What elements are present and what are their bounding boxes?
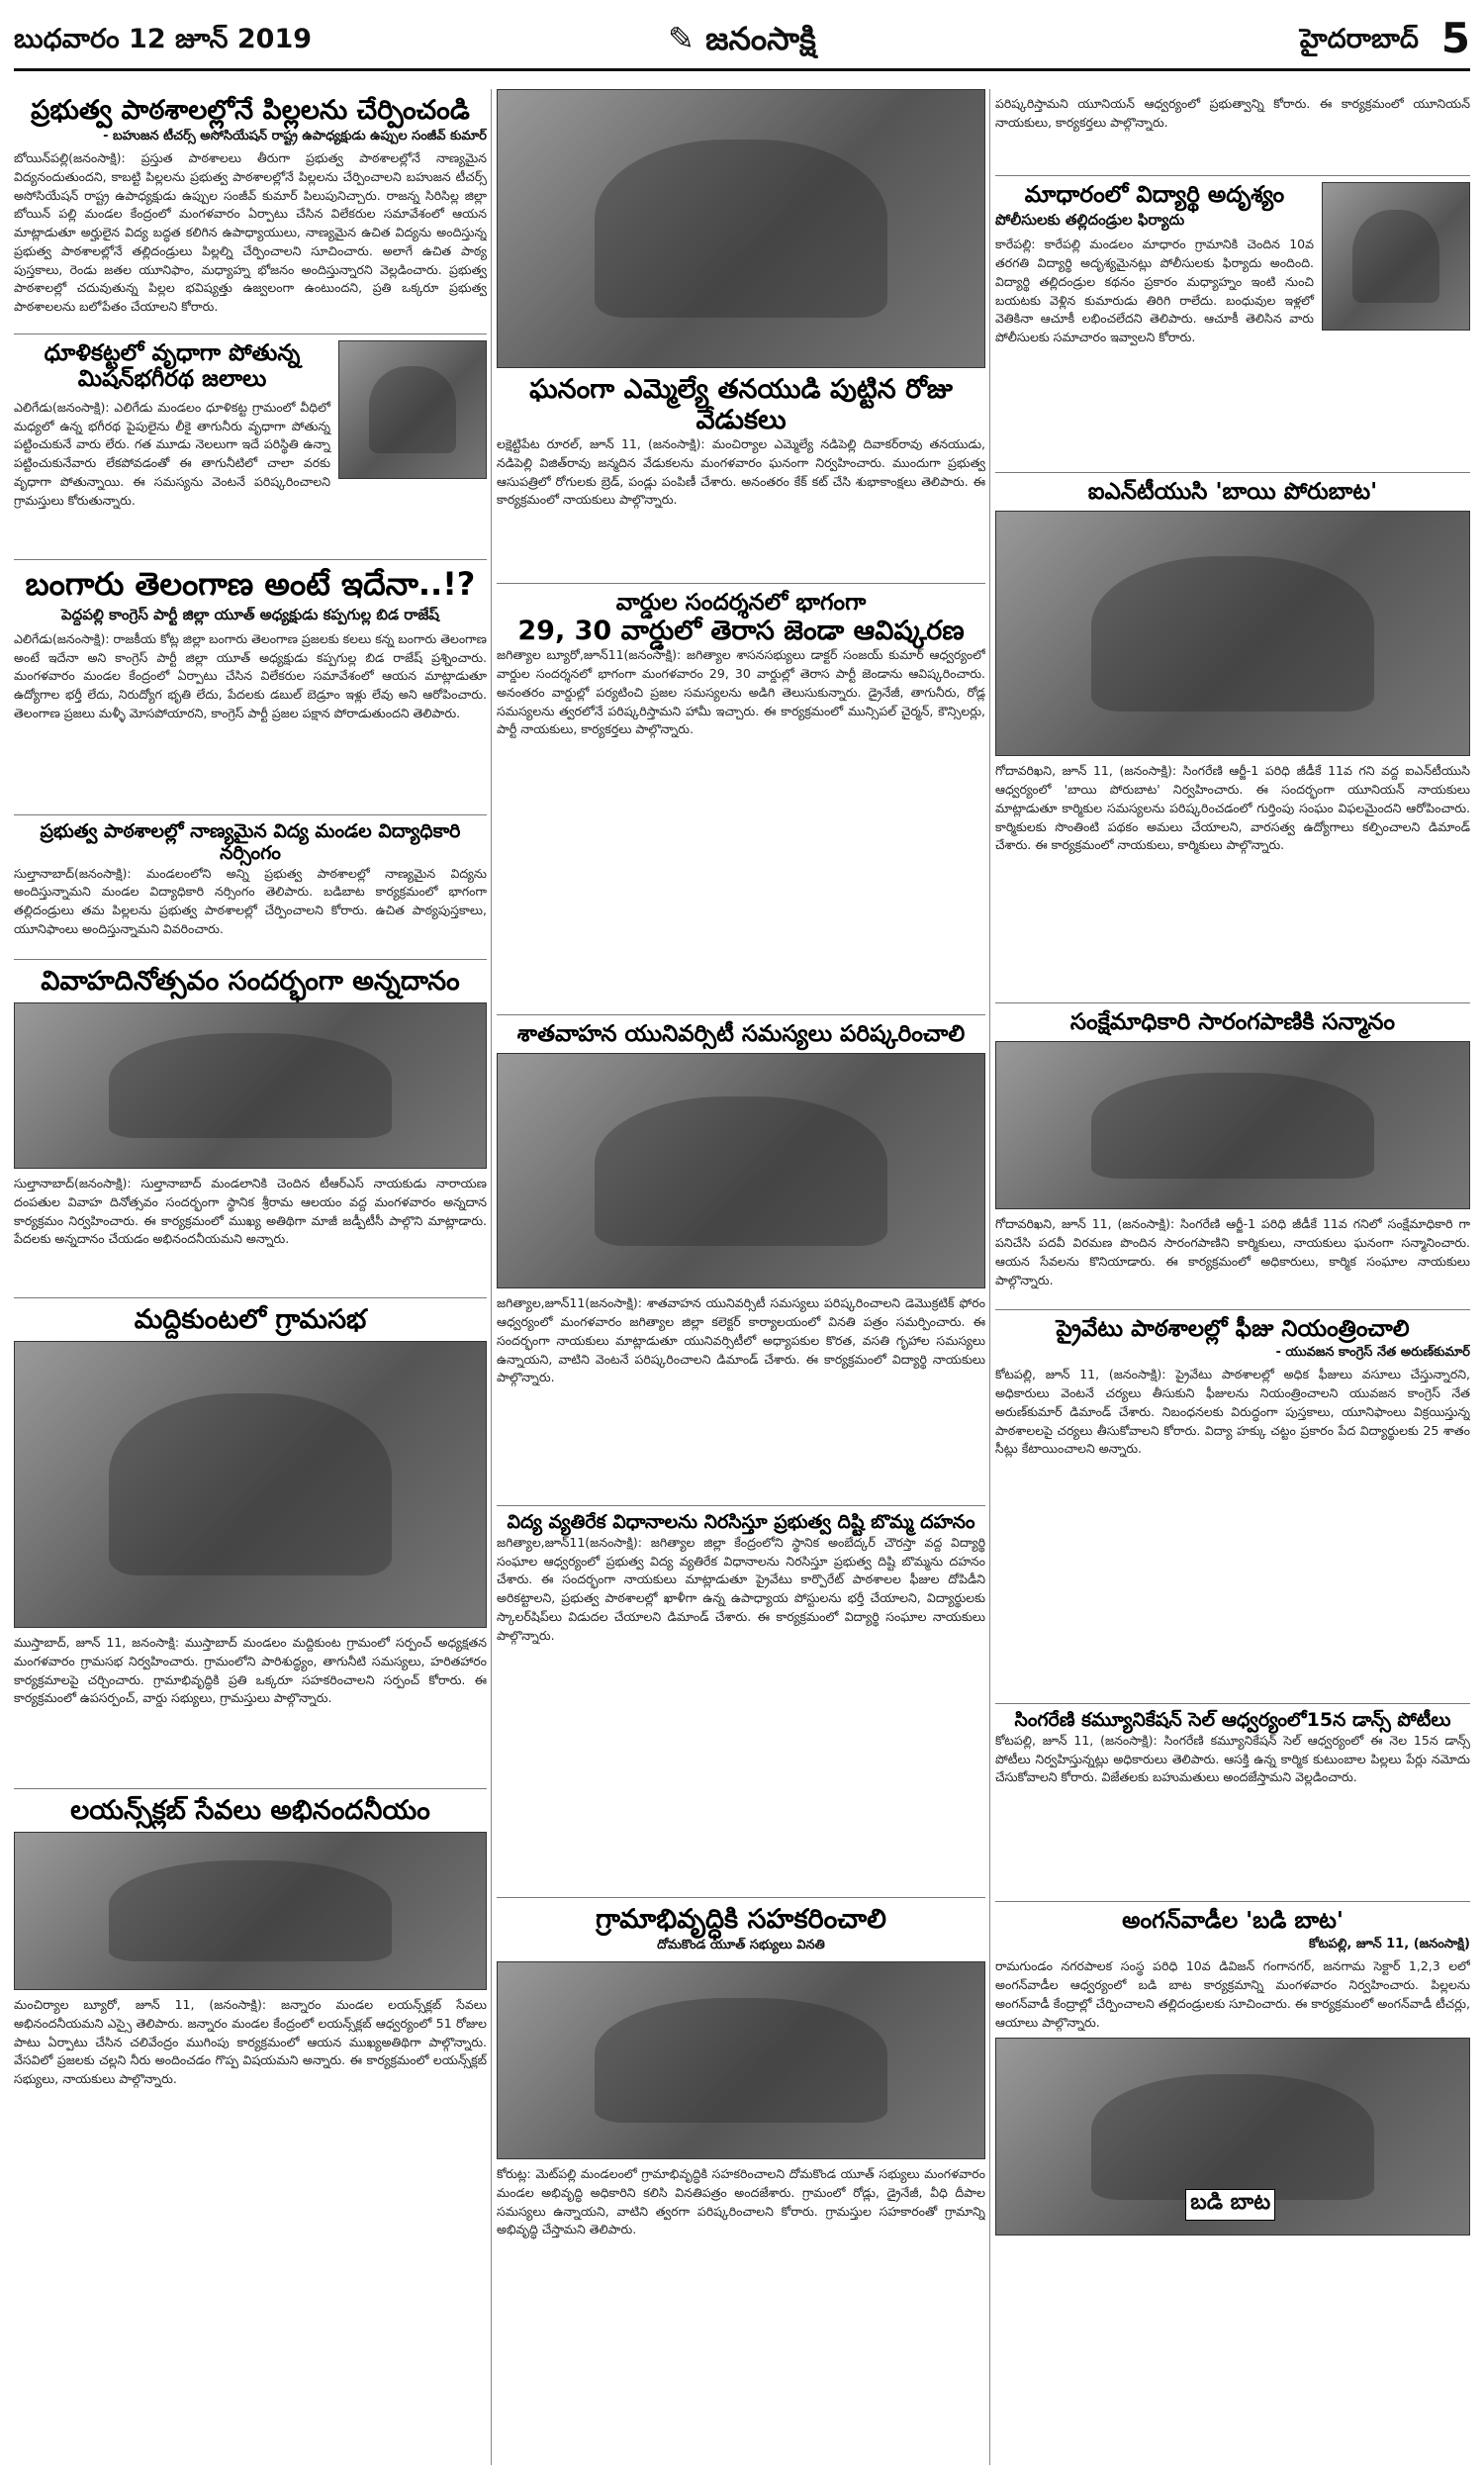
- article-byline: కోటపల్లి, జూన్ 11, (జనంసాక్షి): [1308, 1937, 1470, 1952]
- article-headline: ప్రైవేటు పాఠశాలల్లో ఫీజు నియంత్రించాలి: [1056, 1316, 1410, 1342]
- article-byline: దోమకొండ యూత్ సభ్యులు వినతి: [657, 1938, 825, 1953]
- article: [497, 368, 985, 584]
- photo-intuc-rally: [995, 511, 1470, 756]
- article: [995, 176, 1470, 473]
- article-body: కోరుట్ల: మెట్‌పల్లి మండలంలో గ్రామాభివృద్ధికి సహకరించాలని దోమకొండ యూత్ సభ్యులు మంగళవారం మండల అభివృద్ధి అధికారిని కలిసి వినతిపత్రం అందజేశారు. గ్రామంలో రోడ్లు, డ్రైనేజీ, వీధి దీపాల సమస్యలు ఉన్నాయని, వాటిని త్వరగా పరిష్కరించాలని కోరారు. గ్రామస్తుల సహకారంతో గ్రామాన్ని అభివృద్ధి చేస్తామని తెలిపారు.: [497, 2166, 985, 2237]
- article-body: లక్షెట్టిపేట రూరల్, జూన్ 11, (జనంసాక్షి): మంచిర్యాల ఎమ్మెల్యే నడిపెల్లి దివాకర్‌రావు తనయుడు, నడిపెల్లి విజిత్‌రావు జన్మదిన వేడుకలను మంగళవారం ఘనంగా నిర్వహించారు. ముందుగా ప్రభుత్వ ఆసుపత్రిలో రోగులకు బ్రెడ్, పండ్లు పంపిణీ చేశారు. అనంతరం కేక్ కట్ చేసి శుభాకాంక్షలు తెలిపారు. ఈ కార్యక్రమంలో నాయకులు పాల్గొన్నారు.: [497, 436, 985, 508]
- article: [14, 89, 487, 334]
- article-headline: బంగారు తెలంగాణ అంటే ఇదేనా..!?: [25, 565, 476, 603]
- article: [497, 1506, 985, 1898]
- article-headline: విద్య వ్యతిరేక విధానాలను నిరసిస్తూ ప్రభుత్వ దిష్టి బొమ్మ దహనం: [507, 1511, 975, 1533]
- banner-text: బడి బాట: [1185, 2189, 1275, 2221]
- article-body: కారేపల్లి: కారేపల్లి మండలం మాధారం గ్రామానికి చెందిన 10వ తరగతి విద్యార్థి అదృశ్యమైనట్లు పోలీసులకు ఫిర్యాదు అందింది. విద్యార్థి తల్లిదండ్రుల కథనం ప్రకారం మధ్యాహ్నం ఇంటి నుంచి బయటకు వెళ్లిన కుమారుడు తిరిగి రాలేదు. బంధువుల ఇళ్లలో వెతికినా ఆచూకీ లభించలేదని తెలిపారు. ఆచూకీ తెలిసిన వారు పోలీసులకు సమాచారం ఇవ్వాలని కోరారు.: [995, 237, 1314, 345]
- column-3: [995, 89, 1470, 2465]
- article-body: గోదావరిఖని, జూన్ 11, (జనంసాక్షి): సింగరేణి ఆర్జీ-1 పరిధి జీడీకే 11వ గని వద్ద ఐఎన్‌టీయుసి ఆధ్వర్యంలో 'బాయి పోరుబాట' నిర్వహించారు. ఈ సందర్భంగా యూనియన్ నాయకులు మాట్లాడుతూ కార్మికుల సమస్యలను పరిష్కరించడంలో గుర్తింపు సంఘం విఫలమైందని ఆరోపించారు. కార్మికులకు సొంతింటి పథకం అమలు చేయాలని, వారసత్వ ఉద్యోగాలు కల్పించాలని డిమాండ్ చేశారు. ఈ కార్యక్రమంలో నాయకులు, కార్మికులు పాల్గొన్నారు.: [995, 763, 1470, 853]
- column-2: [497, 89, 985, 2465]
- article: [14, 1298, 487, 1789]
- article: [995, 1310, 1470, 1704]
- article-headline: ఘనంగా ఎమ్మెల్యే తనయుడి పుట్టిన రోజు వేడుకలు: [529, 374, 953, 436]
- article-headline: వివాహదినోత్సవం సందర్భంగా అన్నదానం: [41, 966, 460, 997]
- article-headline: సంక్షేమాధికారి సారంగపాణికి సన్మానం: [1069, 1009, 1396, 1035]
- photo-annadanam: [14, 1002, 487, 1169]
- masthead-logo-icon: ✎: [668, 20, 706, 57]
- article-body: ఎలిగేడు(జనంసాక్షి): ఎలిగేడు మండలం ధూళికట్ట గ్రామంలో వీధిలో మధ్యలో ఉన్న భగీరథ పైపులైను లీకై తాగునీరు వృధాగా పోతున్న పట్టించుకునే వారు లేరు. గత మూడు నెలలుగా ఇదే పరిస్థితి ఉన్నా పట్టించుకునేవారు లేకపోవడంతో ఈ తాగునీటిలో చాలా వరకు వృధాగా పోతున్నాయి. ఈ సమస్యను వెంటనే పరిష్కరించాలని గ్రామస్తులు కోరుతున్నారు.: [14, 399, 330, 508]
- article: [14, 815, 487, 960]
- article-body: మంచిర్యాల బ్యూరో, జూన్ 11, (జనంసాక్షి): జన్నారం మండల లయన్స్‌క్లబ్ సేవలు అభినందనీయమని ఎస్సై తెలిపారు. జన్నారం మండల కేంద్రంలో లయన్స్‌క్లబ్ ఆధ్వర్యంలో 51 రోజుల పాటు ఏర్పాటు చేసిన చలివేంద్రం ముగింపు కార్యక్రమంలో ఆయన ముఖ్యఅతిథిగా పాల్గొన్నారు. వేసవిలో ప్రజలకు చల్లని నీరు అందించడం గొప్ప విషయమని అన్నారు. ఈ కార్యక్రమంలో లయన్స్‌క్లబ్ సభ్యులు, నాయకులు పాల్గొన్నారు.: [14, 1997, 487, 2087]
- article-body: సుల్తానాబాద్(జనంసాక్షి): సుల్తానాబాద్ మండలానికి చెందిన టీఆర్ఎస్ నాయకుడు నారాయణ దంపతుల వివాహ దినోత్సవం సందర్భంగా స్థానిక శ్రీరామ ఆలయం వద్ద మంగళవారం అన్నదాన కార్యక్రమం నిర్వహించారు. ఈ కార్యక్రమంలో ముఖ్య అతిథిగా మాజీ జడ్పీటీసీ పాల్గొని మాట్లాడారు. పేదలకు అన్నదానం చేయడం అభినందనీయమని అన్నారు.: [14, 1176, 487, 1247]
- masthead: [14, 20, 1470, 65]
- article: [995, 1704, 1470, 1902]
- article-headline: ధూళికట్టలో వృధాగా పోతున్న మిషన్‌భగీరథ జలాలు: [44, 340, 301, 393]
- article-headline: ప్రభుత్వ పాఠశాలల్లో నాణ్యమైన విద్య మండల విద్యాధికారి నర్సింగం: [40, 820, 461, 864]
- article: [995, 473, 1470, 1003]
- article: [14, 960, 487, 1298]
- photo-lions-club: [14, 1832, 487, 1990]
- article: [995, 1902, 1470, 2243]
- article: [497, 1015, 985, 1506]
- article-headline: మాధారంలో విద్యార్థి అదృశ్యం: [1024, 182, 1285, 208]
- article-body: కోటపల్లి, జూన్ 11, (జనంసాక్షి): ప్రైవేటు పాఠశాలల్లో అధిక ఫీజులు వసూలు చేస్తున్నారని, అధికారులు వెంటనే చర్యలు తీసుకుని ఫీజులను నియంత్రించాలని యువజన కాంగ్రెస్ నేత అరుణ్‌కుమార్ డిమాండ్ చేశారు. నిబంధనలకు విరుద్ధంగా పుస్తకాలు, యూనిఫాంలు విక్రయిస్తున్న పాఠశాలలపై చర్యలు తీసుకోవాలని కోరారు. విద్యా హక్కు చట్టం ప్రకారం పేద విద్యార్థులకు 25 శాతం సీట్లు కేటాయించాలని అన్నారు.: [995, 1367, 1470, 1457]
- article-byline: - యువజన కాంగ్రెస్ నేత అరుణ్‌కుమార్: [1275, 1345, 1470, 1361]
- article-continued: [995, 89, 1470, 176]
- article: [995, 1003, 1470, 1310]
- article: [497, 584, 985, 1015]
- masthead-title: జనంసాక్షి: [705, 20, 816, 57]
- article-headline: లయన్స్‌క్లబ్ సేవలు అభినందనీయం: [70, 1795, 430, 1826]
- edition-city: హైదరాబాద్: [1299, 24, 1419, 54]
- article: [14, 560, 487, 815]
- article-subhead: పోలీసులకు తల్లిదండ్రుల ఫిర్యాదు: [995, 211, 1185, 230]
- article: [497, 1898, 985, 2247]
- article-body: సుల్తానాబాద్(జనంసాక్షి): మండలంలోని అన్ని ప్రభుత్వ పాఠశాలల్లో నాణ్యమైన విద్యను అందిస్తున్నామని మండల విద్యాధికారి నర్సింగం తెలిపారు. బడిబాట కార్యక్రమంలో భాగంగా తల్లిదండ్రులు తమ పిల్లలను ప్రభుత్వ పాఠశాలల్లో చేర్పించాలని కోరారు. ఉచిత పాఠ్యపుస్తకాలు, యూనిఫాంలు అందిస్తున్నామని వివరించారు.: [14, 865, 487, 936]
- article: [14, 334, 487, 560]
- article-body: ఎలిగేడు(జనంసాక్షి): రాజకీయ కోట్ల జిల్లా బంగారు తెలంగాణ ప్రజలకు కలలు కన్న బంగారు తెలంగాణ అంటే ఇదేనా అని కాంగ్రెస్ పార్టీ జిల్లా యూత్ అధ్యక్షుడు కప్పగుల్ల బిడ రాజేష్ ప్రశ్నించారు. మంగళవారం మండల కేంద్రంలో ఏర్పాటు చేసిన విలేకరుల సమావేశంలో ఆయన మాట్లాడుతూ ఉద్యోగాల భర్తీ లేదు, నిరుద్యోగ భృతి లేదు, పేదలకు డబుల్ బెడ్రూం ఇళ్లు లేవు అని ఆరోపించారు. తెలంగాణ ప్రజలు మళ్ళీ మోసపోయారని, కాంగ్రెస్ పార్టీ ప్రజల పక్షాన పోరాడుతుందని తెలిపారు.: [14, 630, 487, 720]
- photo-pipeline-leak: [338, 340, 487, 479]
- article: [14, 1789, 487, 2097]
- issue-date: బుధవారం 12 జూన్ 2019: [14, 24, 313, 54]
- column-rule: [989, 89, 990, 2465]
- article-headline: గ్రామాభివృద్ధికి సహకరించాలి: [596, 1904, 886, 1935]
- article-body: కోటపల్లి, జూన్ 11, (జనంసాక్షి): సింగరేణి కమ్యూనికేషన్ సెల్ ఆధ్వర్యంలో ఈ నెల 15న డాన్స్ పోటీలు నిర్వహిస్తున్నట్లు అధికారులు తెలిపారు. ఆసక్తి ఉన్న కార్మిక కుటుంబాల పిల్లలు పేర్లు నమోదు చేసుకోవాలని కోరారు. విజేతలకు బహుమతులు అందజేస్తామని వెల్లడించారు.: [995, 1732, 1470, 1785]
- article-headline: వార్డుల సందర్శనలో భాగంగా: [615, 590, 867, 616]
- photo-missing-student: [1322, 182, 1470, 331]
- article-body: గోదావరిఖని, జూన్ 11, (జనంసాక్షి): సింగరేణి ఆర్జీ-1 పరిధి జీడీకే 11వ గనిలో సంక్షేమాధికారి గా పనిచేసి పదవీ విరమణ పొందిన సారంగపాణిని కార్మికులు, నాయకులు ఘనంగా సన్మానించారు. ఆయన సేవలను కొనియాడారు. ఈ కార్యక్రమంలో అధికారులు, కార్మిక సంఘాల నాయకులు పాల్గొన్నారు.: [995, 1216, 1470, 1287]
- article-byline: - బహుజన టీచర్స్ అసోసియేషన్ రాష్ట్ర ఉపాధ్యక్షుడు ఉప్పుల సంజీవ్ కుమార్: [103, 129, 487, 144]
- column-rule: [491, 89, 492, 2465]
- article-headline: మద్దికుంటలో గ్రామసభ: [134, 1304, 367, 1335]
- photo-birthday-hospital: [497, 89, 985, 368]
- article-body: బోయిన్‌పల్లి(జనంసాక్షి): ప్రస్తుత పాఠశాలలు తీరుగా ప్రభుత్వ పాఠశాలల్లోనే నాణ్యమైన విద్యనందుతుందని, కాబట్టి పిల్లలను ప్రభుత్వ పాఠశాలల్లోనే పిల్లలను చేర్పించాలని బహుజన టీచర్స్ అసోసియేషన్ రాష్ట్ర ఉపాధ్యక్షుడు ఉప్పుల సంజీవ్ కుమార్ పిలుపునిచ్చారు. రాజన్న సిరిసిల్ల జిల్లా బోయిన్ పల్లి మండల కేంద్రంలో మంగళవారం ఏర్పాటు చేసిన విలేకరుల సమావేశంలో ఆయన మాట్లాడుతూ అర్హులైన విద్య బద్ధత కలిగిన ఉపాధ్యాయులు, నాణ్యమైన ఉచిత విద్యను అందిస్తున్న ప్రభుత్వ పాఠశాలల్లోనే తల్లిదండ్రులు పిల్లల్ని చేర్పించాలని సూచించారు. అలాగే ఉచిత పాఠ్య పుస్తకాలు, రెండు జతల యూనిఫాం, మధ్యాహ్న భోజనం అందిస్తున్నారని వెల్లడించారు. ప్రభుత్వ పాఠశాలల్లో చదువుతున్న పిల్లల భవిష్యత్తు ఉజ్వలంగా ఉంటుందని, ప్రతి ఒక్కరూ ప్రభుత్వ పాఠశాలలను బలోపేతం చేయాలని కోరారు.: [14, 150, 487, 315]
- article-headline: సింగరేణి కమ్యూనికేషన్ సెల్ ఆధ్వర్యంలో15న డాన్స్ పోటీలు: [1014, 1709, 1451, 1731]
- column-1: [14, 89, 487, 2465]
- article-headline-2: 29, 30 వార్డులో తెరాస జెండా ఆవిష్కరణ: [517, 616, 965, 647]
- article-headline: అంగన్‌వాడీల 'బడి బాట': [1122, 1908, 1344, 1934]
- photo-gramasabha: [14, 1341, 487, 1628]
- photo-badi-bata: [995, 2038, 1470, 2236]
- article-body: రామగుండం నగరపాలక సంస్థ పరిధి 10వ డివిజన్ గంగానగర్, జనగామ సెక్టార్ 1,2,3 లలో అంగన్‌వాడీల ఆధ్వర్యంలో బడి బాట కార్యక్రమాన్ని మంగళవారం నిర్వహించారు. పిల్లలను అంగన్‌వాడీ కేంద్రాల్లో చేర్పించాలని తల్లిదండ్రులకు సూచించారు. ఈ కార్యక్రమంలో అంగన్‌వాడీ టీచర్లు, ఆయాలు పాల్గొన్నారు.: [995, 1958, 1470, 2030]
- article-body: జగిత్యాల,జూన్11(జనంసాక్షి): శాతవాహన యునివర్సిటీ సమస్యలు పరిష్కరించాలని డెమొక్రటిక్ ఫోరం ఆధ్వర్యంలో మంగళవారం జగిత్యాల జిల్లా కలెక్టర్ కార్యాలయంలో వినతి పత్రం సమర్పించారు. ఈ సందర్భంగా నాయకులు మాట్లాడుతూ యునివర్సిటీలో అధ్యాపకుల కొరత, వసతి గృహాల సమస్యలు ఉన్నాయని, వాటిని వెంటనే పరిష్కరించాలని డిమాండ్ చేశారు. ఈ కార్యక్రమంలో విద్యార్థి నాయకులు పాల్గొన్నారు.: [497, 1295, 985, 1385]
- page-header: [14, 14, 1470, 71]
- article-headline: ప్రభుత్వ పాఠశాలల్లోనే పిల్లలను చేర్పించండి: [31, 95, 470, 126]
- article-body: పరిష్కరిస్తామని యూనియన్ ఆధ్వర్యంలో ప్రభుత్వాన్ని కోరారు. ఈ కార్యక్రమంలో యూనియన్ నాయకులు, కార్యకర్తలు పాల్గొన్నారు.: [995, 96, 1470, 130]
- article-headline: శాతవాహన యునివర్సిటీ సమస్యలు పరిష్కరించాలి: [516, 1021, 966, 1047]
- article-subhead: పెద్దపల్లి కాంగ్రెస్ పార్టీ జిల్లా యూత్ అధ్యక్షుడు కప్పగుల్ల బిడ రాజేష్: [61, 605, 439, 623]
- page-number: 5: [1440, 14, 1470, 62]
- photo-village-petition: [497, 1961, 985, 2159]
- article-body: జగిత్యాల బ్యూరో,జూన్11(జనంసాక్షి): జగిత్యాల శాసనసభ్యులు డాక్టర్ సంజయ్ కుమార్ ఆధ్వర్యంలో వార్డుల సందర్శనలో భాగంగా మంగళవారం 29, 30 వార్డుల్లో తెరాస పార్టీ జెండాను ఆవిష్కరించారు. అనంతరం వార్డుల్లో పర్యటించి ప్రజల సమస్యలను అడిగి తెలుసుకున్నారు. డ్రైనేజీ, తాగునీరు, రోడ్ల సమస్యలను త్వరలోనే పరిష్కరిస్తామని హామీ ఇచ్చారు. ఈ కార్యక్రమంలో మున్సిపల్ చైర్మన్, కౌన్సిలర్లు, పార్టీ నాయకులు, కార్యకర్తలు పాల్గొన్నారు.: [497, 647, 985, 737]
- article-body: ముస్తాబాద్, జూన్ 11, జనంసాక్షి: ముస్తాబాద్ మండలం మద్దికుంట గ్రామంలో సర్పంచ్ అధ్యక్షతన మంగళవారం గ్రామసభ నిర్వహించారు. గ్రామంలోని పారిశుద్ధ్యం, తాగునీటి సమస్యలు, హరితహారం కార్యక్రమాలపై చర్చించారు. గ్రామాభివృద్ధికి ప్రతి ఒక్కరూ సహకరించాలని సర్పంచ్ కోరారు. ఈ కార్యక్రమంలో ఉపసర్పంచ్, వార్డు సభ్యులు, గ్రామస్తులు పాల్గొన్నారు.: [14, 1635, 487, 1706]
- photo-felicitation: [995, 1041, 1470, 1209]
- photo-university-petition: [497, 1053, 985, 1288]
- article-body: జగిత్యాల,జూన్11(జనంసాక్షి): జగిత్యాల జిల్లా కేంద్రంలోని స్థానిక అంబేద్కర్ చౌరస్తా వద్ద విద్యార్థి సంఘాల ఆధ్వర్యంలో ప్రభుత్వ విద్య వ్యతిరేక విధానాలను నిరసిస్తూ ప్రభుత్వ దిష్టి బొమ్మను దహనం చేశారు. ఈ సందర్భంగా నాయకులు మాట్లాడుతూ ప్రైవేటు కార్పొరేట్ పాఠశాలల ఫీజుల దోపిడీని అరికట్టాలని, ప్రభుత్వ పాఠశాలల్లో ఖాళీగా ఉన్న ఉపాధ్యాయ పోస్టులను భర్తీ చేయాలని, విద్యార్థులకు స్కాలర్‌షిప్‌లు విడుదల చేయాలని డిమాండ్ చేశారు. ఈ కార్యక్రమంలో విద్యార్థి సంఘాల నాయకులు పాల్గొన్నారు.: [497, 1534, 985, 1643]
- article-headline: ఐఎన్‌టీయుసి 'బాయి పోరుబాట': [1087, 479, 1378, 505]
